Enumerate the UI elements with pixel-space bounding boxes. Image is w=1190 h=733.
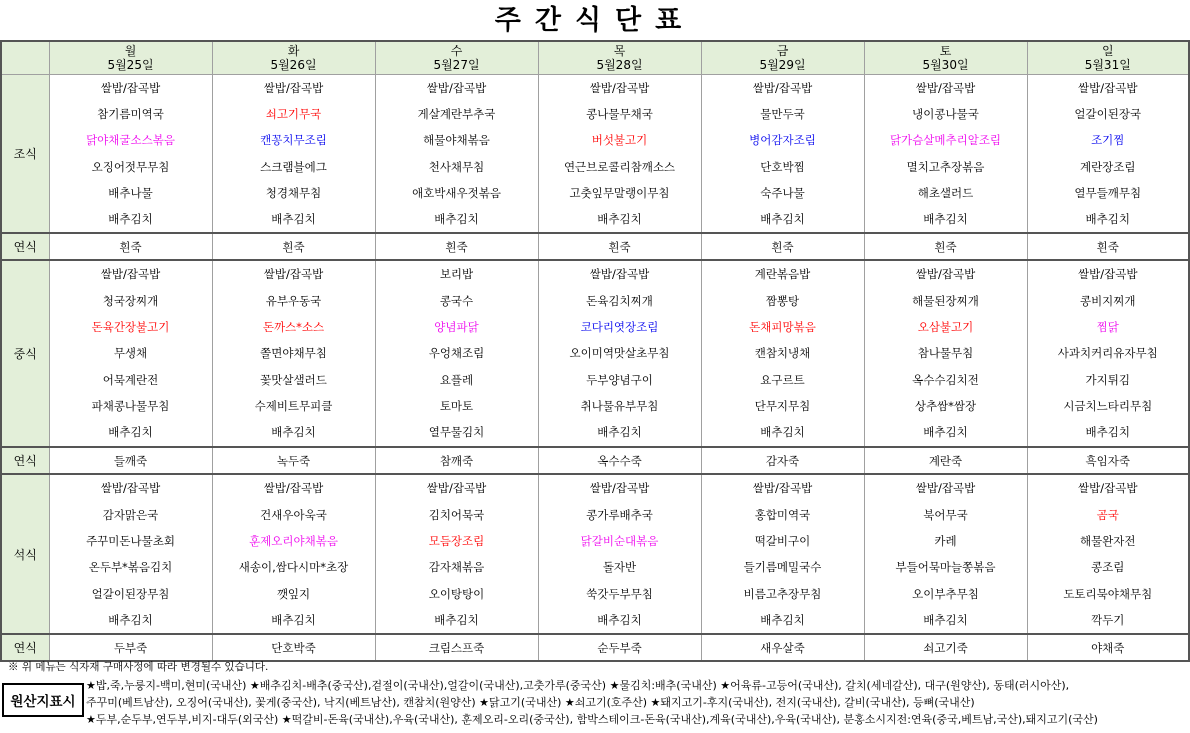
menu-item: 쌀밥/잡곡밥 — [752, 481, 813, 496]
menu-item: 배추김치 — [434, 211, 479, 226]
menu-cell — [864, 75, 1027, 234]
snack-item: 흰죽 — [538, 233, 701, 260]
menu-item: 돌자반 — [602, 560, 637, 575]
snack-item: 새우살죽 — [701, 634, 864, 661]
menu-item: 북어무국 — [923, 507, 968, 522]
day-name: 수 — [450, 44, 463, 58]
meal-label: 조식 — [1, 75, 49, 234]
menu-item: 해물된장찌개 — [912, 293, 979, 308]
snack-item: 감자죽 — [701, 447, 864, 474]
menu-item: 깍두기 — [1091, 613, 1125, 628]
menu-item: 배추김치 — [108, 613, 153, 628]
menu-cell — [1027, 474, 1189, 634]
menu-item: 사과치커리유자무침 — [1057, 346, 1158, 361]
menu-item: 배추김치 — [923, 613, 968, 628]
snack-item: 흰죽 — [1027, 233, 1189, 260]
lunch-row — [1, 260, 1189, 447]
menu-item: 쌀밥/잡곡밥 — [263, 267, 324, 282]
day-date: 5월27일 — [433, 58, 480, 72]
menu-item: 쌀밥/잡곡밥 — [100, 81, 161, 95]
menu-item: 파채콩나물무침 — [91, 399, 170, 414]
menu-cell — [49, 75, 212, 234]
day-header — [538, 41, 701, 75]
snack-row — [1, 634, 1189, 661]
menu-item: 배추김치 — [760, 425, 805, 440]
menu-item: 쌀밥/잡곡밥 — [589, 81, 650, 95]
day-name: 목 — [613, 44, 626, 58]
menu-cell — [701, 75, 864, 234]
menu-item: 게살계란부추국 — [417, 107, 496, 122]
menu-item: 상추쌈*쌈장 — [914, 399, 977, 414]
snack-item: 참깨죽 — [375, 447, 538, 474]
menu-item: 물만두국 — [760, 107, 805, 122]
menu-item: 꽃맛살샐러드 — [260, 372, 327, 387]
menu-item: 곰국 — [1096, 507, 1119, 522]
menu-item: 쌀밥/잡곡밥 — [263, 81, 324, 95]
menu-item: 계란볶음밥 — [754, 267, 811, 282]
menu-item: 닭가슴살메추리알조림 — [889, 133, 1002, 148]
snack-item: 흰죽 — [49, 233, 212, 260]
menu-item: 쌀밥/잡곡밥 — [915, 81, 976, 95]
menu-item: 버섯불고기 — [591, 133, 648, 148]
menu-item: 얼갈이된장무침 — [91, 586, 170, 601]
menu-item: 돈까스*소스 — [262, 319, 325, 334]
menu-item: 배추김치 — [923, 425, 968, 440]
menu-item: 부들어묵마늘쫑볶음 — [895, 560, 996, 575]
snack-item: 두부죽 — [49, 634, 212, 661]
menu-item: 단호박찜 — [760, 159, 805, 174]
menu-item: 오징어젓무무침 — [91, 159, 170, 174]
menu-item: 카레 — [934, 533, 957, 548]
snack-item: 흑임자죽 — [1027, 447, 1189, 474]
menu-item: 숙주나물 — [760, 185, 805, 200]
origin-info — [86, 677, 1188, 728]
snack-item: 단호박죽 — [212, 634, 375, 661]
day-date: 5월26일 — [270, 58, 317, 72]
menu-item: 도토리묵야채무침 — [1063, 586, 1153, 601]
snack-item: 옥수수죽 — [538, 447, 701, 474]
menu-cell — [538, 260, 701, 447]
menu-item: 청경채무침 — [265, 185, 322, 200]
menu-item: 쫄면야채무침 — [260, 346, 327, 361]
menu-item: 보리밥 — [439, 267, 474, 282]
menu-item: 캔꽁치무조림 — [260, 133, 327, 148]
menu-item: 열무들깨무침 — [1074, 185, 1142, 200]
day-name: 화 — [287, 44, 300, 58]
day-header — [49, 41, 212, 75]
menu-item: 감자맑은국 — [102, 507, 159, 522]
menu-item: 냉이콩나물국 — [912, 107, 979, 122]
snack-row — [1, 233, 1189, 260]
meal-label: 중식 — [1, 260, 49, 447]
menu-item: 배추김치 — [108, 425, 153, 440]
menu-item: 닭야채굴소스볶음 — [86, 133, 175, 148]
day-header — [375, 41, 538, 75]
weekly-menu-table — [0, 40, 1190, 662]
menu-item: 배추나물 — [108, 185, 153, 200]
menu-item: 오이탕탕이 — [428, 586, 485, 601]
menu-cell — [1027, 75, 1189, 234]
menu-item: 오이부추무침 — [912, 586, 979, 601]
menu-item: 두부양념구이 — [586, 372, 653, 387]
menu-item: 해물완자전 — [1079, 533, 1136, 548]
snack-item: 계란죽 — [864, 447, 1027, 474]
day-name: 일 — [1101, 44, 1114, 58]
menu-item: 유부우동국 — [265, 293, 322, 308]
snack-item: 들깨죽 — [49, 447, 212, 474]
menu-item: 청국장찌개 — [102, 293, 159, 308]
menu-item: 돈육간장불고기 — [91, 319, 170, 334]
snack-item: 쇠고기죽 — [864, 634, 1027, 661]
menu-item: 쌀밥/잡곡밥 — [752, 81, 813, 95]
day-header — [212, 41, 375, 75]
menu-item: 쌀밥/잡곡밥 — [589, 267, 650, 282]
menu-item: 오삼불고기 — [917, 319, 974, 334]
day-date: 5월30일 — [922, 58, 969, 72]
menu-item: 참나물무침 — [917, 346, 974, 361]
menu-item: 쌀밥/잡곡밥 — [1078, 81, 1138, 95]
menu-item: 쑥갓두부무침 — [586, 586, 653, 601]
menu-item: 돈육김치찌개 — [586, 293, 653, 308]
menu-cell — [538, 75, 701, 234]
menu-item: 쌀밥/잡곡밥 — [915, 481, 976, 496]
snack-item: 크림스프죽 — [375, 634, 538, 661]
menu-item: 어묵계란전 — [102, 372, 159, 387]
menu-cell — [701, 260, 864, 447]
menu-item: 쌀밥/잡곡밥 — [1078, 481, 1138, 496]
menu-item: 요구르트 — [760, 372, 805, 387]
menu-item: 콩나물무채국 — [586, 107, 653, 122]
menu-item: 캔참치냉채 — [754, 346, 811, 361]
day-header — [701, 41, 864, 75]
day-date: 5월28일 — [596, 58, 643, 72]
menu-item: 훈제오리야채볶음 — [249, 533, 338, 548]
menu-item: 열무물김치 — [428, 425, 485, 440]
menu-cell — [375, 474, 538, 634]
menu-item: 깻잎지 — [276, 586, 311, 601]
menu-item: 해물야채볶음 — [423, 133, 490, 148]
menu-item: 배추김치 — [1085, 211, 1130, 226]
menu-item: 쌀밥/잡곡밥 — [426, 81, 487, 95]
menu-item: 해초샐러드 — [917, 185, 974, 200]
menu-item: 배추김치 — [108, 211, 153, 226]
menu-item: 요플레 — [439, 372, 474, 387]
menu-item: 새송이,쌈다시마*초장 — [238, 560, 349, 575]
origin-label: 원산지표시 — [2, 683, 84, 717]
day-date: 5월29일 — [759, 58, 806, 72]
day-name: 금 — [776, 44, 789, 58]
meal-label: 연식 — [1, 233, 49, 260]
menu-item: 배추김치 — [271, 211, 316, 226]
day-date: 5월25일 — [107, 58, 154, 72]
menu-cell — [1027, 260, 1189, 447]
menu-cell — [701, 474, 864, 634]
menu-item: 배추김치 — [1085, 425, 1130, 440]
menu-item: 김치어묵국 — [428, 507, 485, 522]
day-date: 5월31일 — [1084, 58, 1131, 72]
menu-item: 쌀밥/잡곡밥 — [1078, 267, 1138, 282]
menu-item: 배추김치 — [597, 613, 642, 628]
menu-cell — [212, 474, 375, 634]
menu-item: 콩조림 — [1091, 560, 1125, 575]
menu-item: 토마토 — [439, 399, 474, 414]
menu-item: 참기름미역국 — [97, 107, 164, 122]
menu-item: 배추김치 — [597, 211, 642, 226]
menu-item: 비름고추장무침 — [743, 586, 822, 601]
menu-item: 계란장조림 — [1079, 159, 1136, 174]
snack-item: 녹두죽 — [212, 447, 375, 474]
menu-item: 무생채 — [113, 346, 148, 361]
snack-item: 흰죽 — [375, 233, 538, 260]
menu-item: 짬뽕탕 — [765, 293, 800, 308]
origin-line: ★밥,죽,누룽지-백미,현미(국내산) ★배추김치-배추(중국산),겉절이(국내산),얼갈이(국내산),고춧가루(중국산) ★물김치:배추(국내산) ★어육류-고등어(국내산), 갈치(세네갈산), 대구(원양산), 동태(러시아산), — [86, 679, 1070, 692]
menu-item: 콩가루배추국 — [586, 507, 653, 522]
snack-item: 순두부죽 — [538, 634, 701, 661]
menu-cell — [212, 75, 375, 234]
menu-item: 애호박새우젓볶음 — [412, 185, 501, 200]
menu-item: 코다리엿장조림 — [580, 319, 659, 334]
menu-item: 홍합미역국 — [754, 507, 811, 522]
corner-cell — [1, 41, 49, 75]
menu-item: 취나물유부무침 — [580, 399, 659, 414]
menu-cell — [864, 260, 1027, 447]
menu-item: 수제비트무피클 — [254, 399, 333, 414]
menu-item: 배추김치 — [434, 613, 479, 628]
menu-item: 쌀밥/잡곡밥 — [915, 267, 976, 282]
menu-item: 우엉채조림 — [428, 346, 485, 361]
meal-label: 연식 — [1, 634, 49, 661]
menu-item: 조기찜 — [1091, 133, 1125, 148]
menu-item: 시금치느타리무침 — [1063, 399, 1153, 414]
menu-item: 건새우아욱국 — [260, 507, 327, 522]
meal-label: 연식 — [1, 447, 49, 474]
menu-cell — [375, 260, 538, 447]
menu-cell — [49, 260, 212, 447]
day-name: 월 — [124, 44, 137, 58]
menu-cell — [375, 75, 538, 234]
menu-item: 쌀밥/잡곡밥 — [589, 481, 650, 496]
menu-item: 고춧잎무말랭이무침 — [569, 185, 670, 200]
menu-item: 배추김치 — [597, 425, 642, 440]
menu-item: 배추김치 — [760, 211, 805, 226]
origin-line: ★두부,순두부,연두부,비지-대두(외국산) ★떡갈비-돈육(국내산),우육(국내산), 훈제오리-오리(중국산), 함박스테이크-돈육(국내산),계육(국내산),우육(국내산), 분홍소시지전:연육(중국,베트남,국산),돼지고기(국산) — [86, 713, 1098, 726]
snack-item: 흰죽 — [864, 233, 1027, 260]
snack-item: 흰죽 — [701, 233, 864, 260]
menu-item: 콩비지찌개 — [1079, 293, 1136, 308]
menu-item: 배추김치 — [760, 613, 805, 628]
menu-item: 쌀밥/잡곡밥 — [100, 267, 161, 282]
day-header — [864, 41, 1027, 75]
menu-item: 온두부*볶음김치 — [88, 560, 173, 575]
change-notice: ※ 위 메뉴는 식자재 구매사정에 따라 변경될수 있습니다. — [8, 661, 269, 673]
snack-item: 야채죽 — [1027, 634, 1189, 661]
snack-row — [1, 447, 1189, 474]
menu-item: 주꾸미돈나물초회 — [86, 533, 175, 548]
origin-line: 주꾸미(베트남산), 오징어(국내산), 꽃게(중국산), 낙지(베트남산), 캔참치(원양산) ★닭고기(국내산) ★쇠고기(호주산) ★돼지고기-후지(국내산), 전지(국내산), 갈비(국내산), 등뼈(국내산) — [86, 696, 975, 709]
menu-item: 쌀밥/잡곡밥 — [100, 481, 161, 496]
menu-item: 천사채무침 — [428, 159, 485, 174]
menu-item: 배추김치 — [923, 211, 968, 226]
menu-item: 얼갈이된장국 — [1074, 107, 1142, 122]
menu-item: 모듬장조림 — [428, 533, 485, 548]
menu-item: 돈채피망볶음 — [749, 319, 816, 334]
menu-item: 쌀밥/잡곡밥 — [263, 481, 324, 496]
menu-item: 양념파닭 — [434, 319, 479, 334]
menu-cell — [864, 474, 1027, 634]
day-name: 토 — [939, 44, 952, 58]
menu-item: 감자채볶음 — [428, 560, 485, 575]
menu-item: 떡갈비구이 — [754, 533, 811, 548]
breakfast-row — [1, 75, 1189, 234]
menu-item: 오이미역맛살초무침 — [569, 346, 670, 361]
menu-cell — [212, 260, 375, 447]
menu-cell — [49, 474, 212, 634]
menu-item: 가지튀김 — [1085, 372, 1130, 387]
day-header — [1027, 41, 1189, 75]
menu-cell — [538, 474, 701, 634]
menu-item: 쇠고기무국 — [265, 107, 322, 122]
menu-item: 병어감자조림 — [749, 133, 816, 148]
menu-item: 쌀밥/잡곡밥 — [426, 481, 487, 496]
menu-item: 옥수수김치전 — [912, 372, 979, 387]
menu-item: 단무지무침 — [754, 399, 811, 414]
page-title: 주간식단표 — [494, 5, 696, 36]
snack-item: 흰죽 — [212, 233, 375, 260]
menu-item: 콩국수 — [439, 293, 474, 308]
menu-item: 들기름메밀국수 — [743, 560, 822, 575]
menu-item: 연근브로콜리참깨소스 — [563, 159, 676, 174]
menu-item: 찜닭 — [1096, 319, 1119, 334]
menu-item: 배추김치 — [271, 613, 316, 628]
menu-item: 배추김치 — [271, 425, 316, 440]
meal-label: 석식 — [1, 474, 49, 634]
menu-item: 닭갈비순대볶음 — [580, 533, 659, 548]
menu-item: 스크램블에그 — [260, 159, 327, 174]
dinner-row — [1, 474, 1189, 634]
menu-item: 멸치고추장볶음 — [906, 159, 985, 174]
